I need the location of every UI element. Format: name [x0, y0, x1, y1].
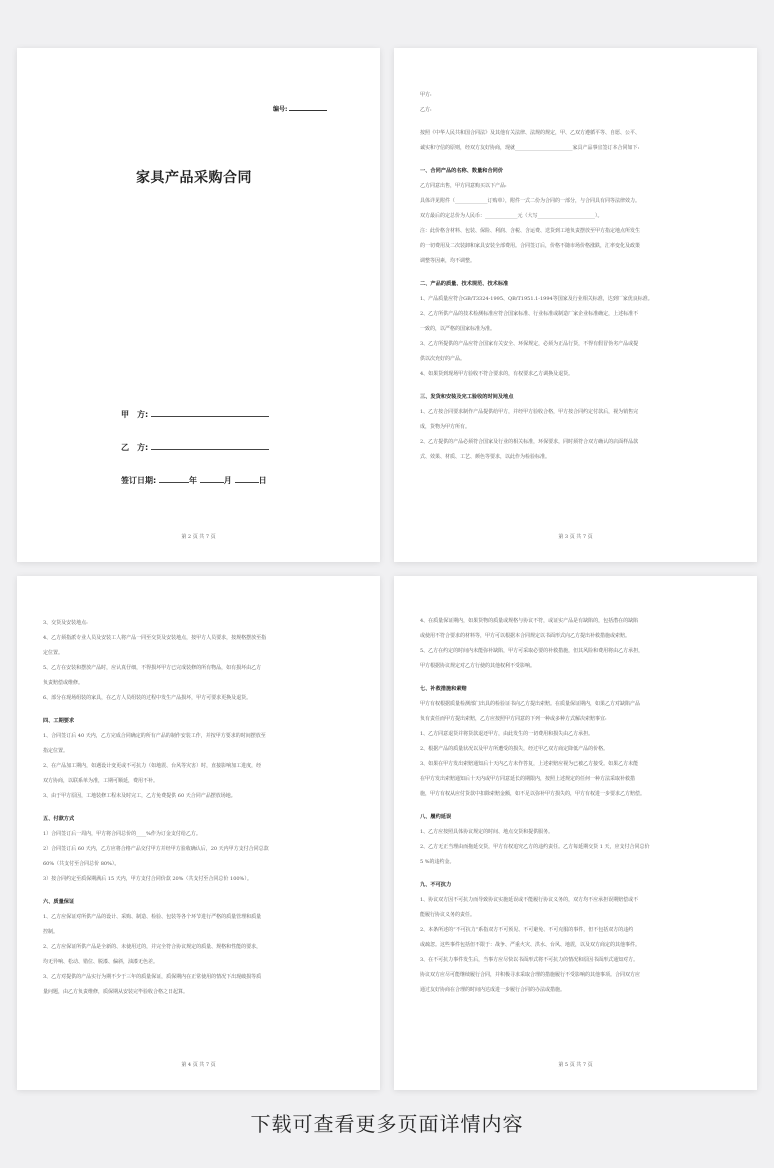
- text-line: 3、乙方对提供的产品实行为期不少于三年的质量保证，质保期内在正常使用的情况下出现破损等质: [43, 974, 262, 980]
- party-b-line: [151, 441, 269, 450]
- section-heading: 八、履约延误: [420, 814, 452, 820]
- text-line: 或疏忽。这些事件包括但不限于：战争、严重火灾、洪水、台风、地震，以及双方商定的其他事件。: [420, 942, 641, 948]
- page-number: 第 4 页 共 7 页: [181, 1062, 216, 1068]
- page-4: [17, 576, 380, 1090]
- page-3: [394, 48, 757, 562]
- text-line: 1、合同签订后 40 天内，乙方完成合同确定的所有产品的制作安装工作，并按甲方要求的时间摆放至: [43, 733, 266, 739]
- text-line: 负责赔偿或维修。: [43, 680, 84, 686]
- text-line: 甲方有权根据质量检测部门出具的检验证书向乙方提出索赔。在质量保证期内，如果乙方对缺陷产品: [420, 701, 641, 707]
- day-line: [235, 474, 259, 483]
- text-line: 6、部分在现场组装的家具，在乙方人员组装的过程中发生产品损坏，甲方可要求更换及退货。: [43, 695, 252, 701]
- text-line: 2、乙方提供的产品必须符合国家及行业的相关标准，环保要求，同时须符合双方确认的店面样品款: [420, 439, 639, 445]
- page-number: 第 5 页 共 7 页: [558, 1062, 593, 1068]
- text-line: 2、本条所述的“不可抗力”系指双方不可预见、不可避免、不可克服的事件，但不包括双方的违约: [420, 927, 634, 933]
- text-line: 甲方根据协议规定对乙方行使的其他权利不受影响。: [420, 663, 536, 669]
- text-line: 按照《中华人民共和国合同法》及其他有关法律、法规的规定，甲、乙双方遵循平等、自愿、公平、: [420, 130, 641, 136]
- text-line: 2、乙方无正当理由而拖延交货，甲方有权追究乙方的违约责任。乙方每延期交货 1 天，应支付合同总价: [420, 844, 650, 850]
- party-b-label: 乙 方:: [121, 443, 149, 452]
- document-title: 家具产品采购合同: [136, 170, 252, 186]
- text-line: 双方最后的定总价为人民币：_____________元（大写_______________________）。: [420, 213, 603, 219]
- text-line: 双方协商，以联系单为准，工期可顺延，费用不补。: [43, 778, 159, 784]
- text-line: 5 %的违约金。: [420, 859, 455, 865]
- month-line: [200, 474, 224, 483]
- text-line: 1、协议双方因不可抗力而导致协议实施延误或不能履行协议义务的，双方均不应承担误期赔偿或不: [420, 897, 639, 903]
- sign-date-label: 签订日期:: [121, 476, 157, 485]
- spacer: [420, 674, 735, 682]
- spacer: [420, 269, 735, 277]
- text-line: 均无异响、松动、错位、脱漆、偏斜，油漆无色差。: [43, 959, 159, 965]
- text-line: 5、乙方在安装和摆放产品时，应认真仔细，不得损坏甲方已完成装修的所有物品，如有损坏由乙方: [43, 665, 262, 671]
- spacer: [43, 706, 358, 714]
- page-3-body: [420, 88, 735, 465]
- text-line: 1、乙方应按照具体协议规定的时间、地点交货和提供服务。: [420, 829, 554, 835]
- party-a-label: 甲 方:: [121, 410, 149, 419]
- text-line: 3、乙方所提供的产品应符合国家有关安全、环保规定，必须为正品行货，不得有假冒伪劣产品或提: [420, 341, 639, 347]
- text-line: 供以次充好的产品。: [420, 356, 466, 362]
- text-line: 在甲方发出索赔通知后十天内或甲方同意延长的期限内，按照上述规定的任何一种方法采取补救措: [420, 776, 636, 782]
- section-heading: 五、付款方式: [43, 816, 75, 822]
- day-label: 日: [258, 476, 267, 485]
- text-line: 60%（共支付至合同总价 80%）。: [43, 861, 120, 867]
- text-line: 指定位置。: [43, 748, 69, 754]
- spacer: [420, 118, 735, 126]
- section-heading: 九、不可抗力: [420, 882, 452, 888]
- text-line: 调整等因素，均不调整。: [420, 258, 476, 264]
- text-line: 定位置。: [43, 650, 64, 656]
- contract-number-line: [289, 110, 327, 111]
- text-line: 2）合同签订后 60 天内，乙方应将合格产品交付甲方并经甲方验收确认后，20 天内甲方支付合同总款: [43, 846, 269, 852]
- text-line: 式、效果、材质、工艺、颜色等要求，以此作为检验标准。: [420, 454, 551, 460]
- text-line: 5、乙方在约定的时间内未能弥补缺陷，甲方可采取必要的补救措施，但其风险和费用将由乙方承担，: [420, 648, 644, 654]
- party-b-field: [121, 441, 269, 453]
- year-label: 年: [189, 476, 197, 485]
- spacer: [420, 382, 735, 390]
- text-line: 一致的，以严格的国家标准为准。: [420, 326, 496, 332]
- section-heading: 六、质量保证: [43, 899, 75, 905]
- text-line: 2、根据产品的质量状况以及甲方所遭受的损失，经过甲乙双方商定降低产品的价格。: [420, 746, 609, 752]
- text-line: 成，货物为甲方所有。: [420, 424, 471, 430]
- party-a-field: [121, 408, 269, 420]
- text-line: 1、乙方同意退货并将货款退还甲方，由此发生的一切费用和损失由乙方承担。: [420, 731, 594, 737]
- text-line: 4、在质量保证期内，如果货物的质量或规格与协议不符，或证实产品是有缺陷的，包括潜在的缺陷: [420, 618, 639, 624]
- section-heading: 四、工期要求: [43, 718, 75, 724]
- contract-number: [273, 104, 327, 113]
- text-line: 3、由于甲方原因，工地装修工程未及时完工，乙方免费提供 60 天合同产品摆放场地。: [43, 793, 236, 799]
- page-cover: [17, 48, 380, 562]
- text-line: 或使用不符合要求的材料等，甲方可以根据本合同规定以书面形式向乙方提出补救措施或索赔。: [420, 633, 631, 639]
- text-line: 2、乙方所供产品的技术检测标准应符合国家标准、行业标准或制造厂家企业标准确定，上述标准不: [420, 311, 639, 317]
- text-line: 施，甲方有权从应付货款中扣除索赔金额，如不足以弥补甲方损失的，甲方有权进一步要求乙方赔偿。: [420, 791, 646, 797]
- contract-number-label: 编号:: [273, 106, 288, 113]
- text-line: 量问题，由乙方负责维修，质保期从安装完毕验收合格之日起算。: [43, 989, 189, 995]
- text-line: 3）按合同约定至质保期满后 15 天内，甲方支付合同价款 20%（共支付至合同总价 100%）。: [43, 876, 252, 882]
- section-heading: 三、发货和安装及完工验收的时间及地点: [420, 394, 514, 400]
- text-line: 控制。: [43, 929, 59, 935]
- page-number: 第 3 页 共 7 页: [558, 534, 593, 540]
- text-line: 负有责任而甲方提出索赔，乙方应按照甲方同意的下列一种或多种方式解决索赔事宜:: [420, 716, 607, 722]
- text-line: 能履行协议义务的责任。: [420, 912, 476, 918]
- spacer: [420, 156, 735, 164]
- party-a-line: [151, 408, 269, 417]
- text-line: 乙方:: [420, 107, 432, 113]
- page-4-body: [43, 616, 358, 1000]
- text-line: 4、如果货到现场甲方验收不符合要求的，有权要求乙方调换及退货。: [420, 371, 574, 377]
- text-line: 乙方同意出售，甲方同意购买以下产品:: [420, 183, 507, 189]
- text-line: 3、交货及安装地点:: [43, 620, 88, 626]
- year-line: [159, 474, 189, 483]
- text-line: 诚实和守信的原则，经双方友好协商，现就_______________________家具产品事宜签订本合同如下:: [420, 145, 640, 151]
- text-line: 注：此价格含材料、包装、保险、利润、含税、含运费、送货到工地负责摆放至甲方指定地点所发生: [420, 228, 641, 234]
- page-number: 第 2 页 共 7 页: [181, 534, 216, 540]
- text-line: 的一切费用及二次装卸和家具安装全部费用。合同签订后，价格不随市场价格涨跌，汇率变化及政策: [420, 243, 641, 249]
- text-line: 通过友好协商在合理的时间内达成进一步履行合同的办法或措施。: [420, 987, 566, 993]
- text-line: 1）合同签订后一周内，甲方将合同总价的____%作为订金支付给乙方。: [43, 831, 201, 837]
- text-line: 4、乙方须指派专业人员及安装工人将产品一同至交货及安装地点，按甲方人员要求，按规格摆放至指: [43, 635, 267, 641]
- month-label: 月: [223, 476, 232, 485]
- text-line: 1、乙方按合同要求制作产品提供给甲方，并经甲方验收合格，甲方按合同约定付款后，视为销售完: [420, 409, 639, 415]
- text-line: 甲方:: [420, 92, 432, 98]
- section-heading: 二、产品的质量、技术规范、技术标准: [420, 281, 509, 287]
- download-more-caption: 下载可查看更多页面详情内容: [250, 1112, 524, 1136]
- page-5-body: [420, 614, 735, 998]
- spacer: [420, 802, 735, 810]
- text-line: 1、产品质量应符合GB/T3324-1995、QB/T1951.1-1994等国家及行业相关标准，达到厂家优良标准。: [420, 296, 653, 302]
- spacer: [43, 804, 358, 812]
- sign-date-field: [121, 474, 267, 486]
- section-heading: 一、合同产品的名称、数量和合同价: [420, 168, 504, 174]
- text-line: 1、乙方应保证对所供产品的设计、采购、制造、检验、包装等各个环节进行严格的质量管理和质量: [43, 914, 262, 920]
- spacer: [43, 887, 358, 895]
- text-line: 2、乙方应保证所供产品是全新的、未使用过的，并完全符合协议规定的质量、规格和性能的要求，: [43, 944, 262, 950]
- page-5: [394, 576, 757, 1090]
- text-line: 3、在不可抗力事件发生后，当事方应尽快以书面形式将不可抗力的情况和原因书面形式通知对方。: [420, 957, 639, 963]
- text-line: 协议双方应尽可能继续履行合同，并积极寻求采取合理的措施履行不受影响的其他事项。合同双方应: [420, 972, 641, 978]
- spacer: [420, 870, 735, 878]
- text-line: 3、如果在甲方发出索赔通知后十天内乙方未作答复，上述索赔应视为已被乙方接受。如果乙方未能: [420, 761, 639, 767]
- section-heading: 七、补救措施和索赔: [420, 686, 467, 692]
- text-line: 具体详见附件（_____________订购单），附件一式二份为合同的一部分，与合同具有同等法律效力。: [420, 198, 641, 204]
- text-line: 2、在产品加工期内，如遇设计变更或不可抗力（如地震、台风等灾害）时，直接影响加工进度，经: [43, 763, 262, 769]
